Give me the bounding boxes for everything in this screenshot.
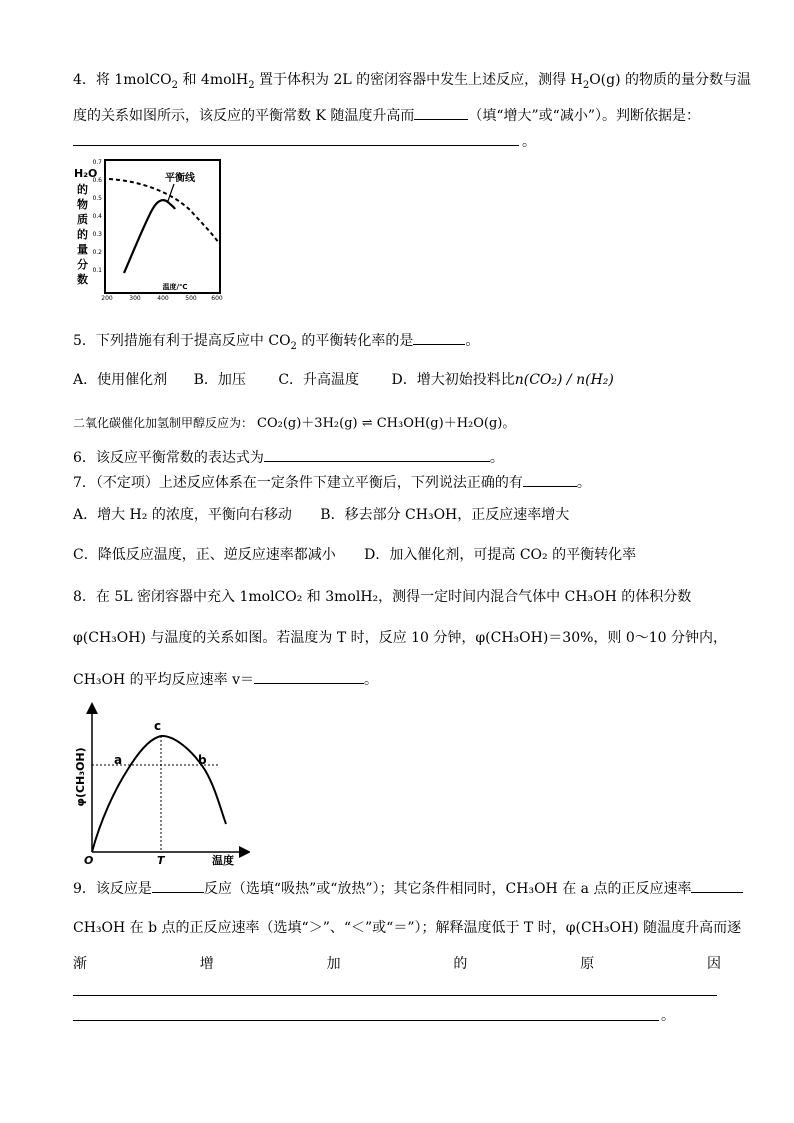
q9-answer-blank-2[interactable] (691, 878, 743, 893)
q4-text-d: O(g) 的物质的量分数与温 (589, 72, 752, 88)
y-tick-5: 0.2 (92, 249, 102, 256)
q5-option-a: A．使用催化剂 (73, 372, 168, 388)
q7-option-a: A．增大 H₂ 的浓度，平衡向右移动 (73, 507, 292, 523)
q4-text-c: 置于体积为 2L 的密闭容器中发生上述反应，测得 H (254, 72, 583, 88)
q5-option-d-text: D．增大初始投料比 (391, 372, 515, 388)
q7-answer-blank[interactable] (523, 472, 577, 487)
q4-line1: 4．将 1molCO$_2$ 和 4molH$_2$ 置于体积为 2L 的密闭容器中发生上述反应，测得 $H_2O(g)$ 的物质的量分数与温 (73, 72, 752, 91)
q5-option-b: B．加压 (193, 372, 246, 388)
point-a-label: a (114, 753, 123, 767)
y-axis-label-6: 分 (77, 258, 88, 271)
point-c-label: c (154, 719, 162, 733)
figure-h2o-fraction-chart (72, 155, 230, 305)
reaction-intro (73, 413, 515, 434)
q8-line2: φ(CH₃OH) 与温度的关系如图。若温度为 T 时，反应 10 分钟，φ(CH₃OH)＝30%，则 0～10 分钟内， (73, 630, 728, 646)
q9-answer-blank-3[interactable] (73, 995, 717, 996)
q8-line1: 8．在 5L 密闭容器中充入 1molCO₂ 和 3molH₂，测得一定时间内混合气体中 CH₃OH 的体积分数 (73, 589, 692, 605)
measured-curve (124, 200, 175, 273)
x-tick-3: 500 (185, 295, 197, 302)
curve-label-pointer (168, 184, 174, 201)
q4-text-f: （填“增大”或“减小”）。判断依据是： (468, 108, 700, 124)
q7-stem-end: 。 (576, 475, 591, 491)
q5-stem-text-b: 的平衡转化率的是 (296, 333, 414, 349)
q5-option-d (392, 370, 614, 390)
q5-stem-end: 。 (465, 333, 480, 349)
t-label: T (157, 854, 165, 867)
q9-line1-text-b: 反应（选填“吸热”或“放热”）；其它条件相同时，CH₃OH 在 a 点的正反应速率 (203, 881, 692, 897)
q6-stem (73, 447, 504, 468)
q4-line2 (73, 105, 700, 126)
q4-text-a: 4．将 1molCO (73, 72, 172, 88)
reaction-intro-text: 二氧化碳催化加氢制甲醇反应为： (73, 416, 254, 430)
q7-option-d: D．加入催化剂，可提高 CO₂ 的平衡转化率 (364, 547, 637, 563)
x-axis-label: 温度 (212, 854, 234, 867)
y-tick-0: 0.7 (92, 159, 102, 166)
q5-option-c: C．升高温度 (278, 372, 360, 388)
x-tick-0: 200 (101, 295, 113, 302)
q9-word-3: 的 (453, 956, 468, 972)
q9-line2: CH₃OH 在 b 点的正反应速率（选填“＞”、“＜”或“＝”）；解释温度低于 T 时，φ(CH₃OH) 随温度升高而逐 (73, 920, 742, 936)
q7-stem-text: 7．（不定项）上述反应体系在一定条件下建立平衡后，下列说法正确的有 (73, 475, 523, 491)
y-tick-1: 0.6 (92, 177, 102, 184)
q9-word-5: 因 (706, 956, 721, 972)
q4-text-b: 和 4molH (178, 72, 249, 88)
q5-stem-text-a: 5．下列措施有利于提高反应中 CO (73, 333, 291, 349)
q9-word-1: 增 (199, 956, 214, 972)
q9-word-4: 原 (580, 956, 595, 972)
q9-line1-text-a: 9．该反应是 (73, 881, 152, 897)
q6-stem-text: 6．该反应平衡常数的表达式为 (73, 450, 264, 466)
chart-frame (105, 160, 220, 293)
origin-label: O (84, 854, 94, 867)
point-b-label: b (198, 753, 207, 767)
y-axis-label-7: 数 (77, 273, 88, 286)
q7-stem (73, 472, 591, 493)
x-tick-2: 400 (157, 295, 169, 302)
y-axis-label-0: H₂O (74, 167, 98, 180)
y-tick-2: 0.5 (92, 195, 102, 202)
q6-answer-blank[interactable] (264, 447, 490, 462)
q6-stem-end: 。 (489, 450, 504, 466)
y-tick-3: 0.4 (92, 213, 102, 220)
x-tick-1: 300 (129, 295, 141, 302)
q8-line3-text: CH₃OH 的平均反应速率 v＝ (73, 672, 255, 688)
q8-line3 (73, 669, 378, 690)
figure-ch3oh-fraction-chart (70, 702, 250, 868)
q5-answer-blank[interactable] (413, 330, 465, 345)
y-axis-label-2: 物 (77, 198, 88, 211)
x-axis-label: 温度/℃ (162, 283, 188, 291)
q9-answer-blank-1[interactable] (152, 878, 204, 893)
q4-line3-end: 。 (522, 134, 536, 150)
q5-stem: 5．下列措施有利于提高反应中 $CO_2$ 的平衡转化率的是 。 (73, 330, 479, 357)
q8-answer-blank[interactable] (254, 669, 364, 684)
q4-answer-blank-2[interactable] (73, 145, 519, 146)
q7-option-b: B．移去部分 CH₃OH，正反应速率增大 (320, 507, 570, 523)
y-axis-label-3: 质 (77, 213, 88, 226)
q4-answer-blank-1[interactable] (414, 105, 468, 120)
q4-text-e: 度的关系如图所示，该反应的平衡常数 K 随温度升高而 (73, 108, 415, 124)
q5-option-d-formula: n(CO₂) / n(H₂) (514, 372, 614, 388)
reaction-equation: CO₂(g)＋3H₂(g) ⇌ CH₃OH(g)＋H₂O(g)。 (257, 416, 516, 431)
y-axis-label-1: 的 (77, 183, 88, 196)
y-axis-label-4: 的 (77, 228, 88, 241)
y-tick-4: 0.3 (92, 231, 102, 238)
x-tick-4: 600 (211, 295, 223, 302)
q5-options (73, 370, 614, 390)
y-axis-label: φ(CH₃OH) (74, 747, 87, 807)
curve-label: 平衡线 (165, 173, 195, 184)
q9-end: 。 (661, 1008, 675, 1024)
q9-word-2: 加 (326, 956, 341, 972)
q9-line1 (73, 878, 743, 899)
q9-word-0: 渐 (73, 956, 87, 972)
y-tick-6: 0.1 (92, 267, 102, 274)
q8-line3-end: 。 (364, 672, 379, 688)
y-axis-label-5: 量 (77, 243, 88, 256)
q7-option-c: C．降低反应温度，正、逆反应速率都减小 (73, 547, 336, 563)
q7-options-row1 (73, 505, 569, 525)
q7-options-row2 (73, 545, 636, 565)
equilibrium-curve (109, 179, 219, 243)
q9-line3 (73, 954, 721, 974)
q9-answer-blank-4[interactable] (73, 1020, 659, 1021)
